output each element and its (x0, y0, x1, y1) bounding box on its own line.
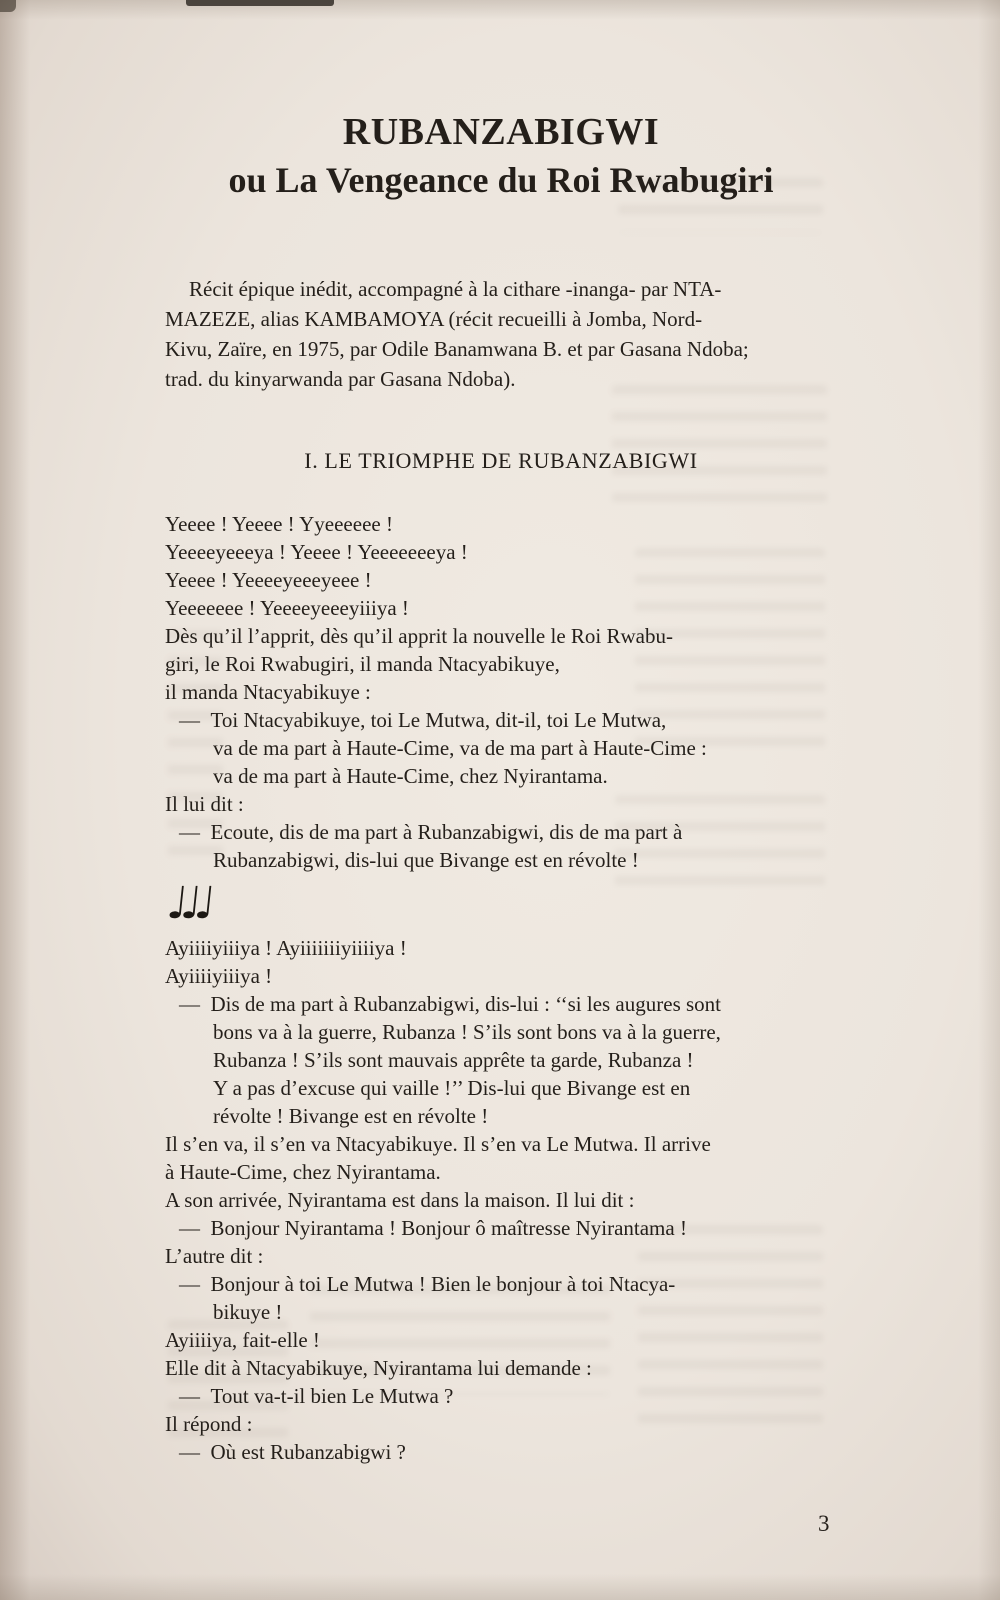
text-line: Il répond : (165, 1412, 253, 1436)
music-notes-row (164, 876, 837, 934)
text-line: A son arrivée, Nyirantama est dans la maison. Il lui dit : (165, 1188, 635, 1212)
text-line: bons va à la guerre, Rubanza ! S’ils sont bons va à la guerre, (213, 1020, 721, 1044)
text-line: il manda Ntacyabikuye : (165, 680, 371, 704)
text-line: Y a pas d’excuse qui vaille !’’ Dis-lui que Bivange est en (213, 1076, 691, 1100)
text-line: — Toi Ntacyabikuye, toi Le Mutwa, dit-il, toi Le Mutwa, (179, 708, 667, 732)
page-edge-shadow-top (0, 0, 1000, 20)
text-line: giri, le Roi Rwabugiri, il manda Ntacyabikuye, (165, 652, 560, 676)
book-title (165, 108, 837, 204)
page-number: 3 (818, 1511, 830, 1536)
text-line: — Tout va-t-il bien Le Mutwa ? (179, 1384, 454, 1408)
text-line: révolte ! Bivange est en révolte ! (213, 1104, 489, 1128)
text-line: Kivu, Zaïre, en 1975, par Odile Banamwana B. et par Gasana Ndoba; (165, 337, 749, 361)
text-line: MAZEZE, alias KAMBAMOYA (récit recueilli à Jomba, Nord- (165, 307, 703, 331)
text-line: Récit épique inédit, accompagné à la cithare -inanga- par NTA- (189, 277, 722, 301)
text-line: Yeeee ! Yeeeeyeeeyeee ! (165, 568, 372, 592)
page-edge-shadow-right (978, 0, 1000, 1600)
text-line: — Bonjour à toi Le Mutwa ! Bien le bonjour à toi Ntacya- (179, 1272, 676, 1296)
text-line: L’autre dit : (165, 1244, 264, 1268)
scan-artifact-top-edge (186, 0, 334, 6)
text-line: Ayiiiiyiiiya ! Ayiiiiiiiyiiiiya ! (165, 936, 407, 960)
section-heading: I. LE TRIOMPHE DE RUBANZABIGWI (304, 448, 698, 473)
text-line: Dès qu’il l’apprit, dès qu’il apprit la nouvelle le Roi Rwabu- (165, 624, 673, 648)
title-line-1: RUBANZABIGWI (342, 111, 660, 153)
text-line: — Où est Rubanzabigwi ? (179, 1440, 406, 1464)
introduction-note (165, 274, 837, 394)
text-line: trad. du kinyarwanda par Gasana Ndoba). (165, 367, 516, 391)
text-line: Yeeee ! Yeeee ! Yyeeeeee ! (165, 512, 393, 536)
text-line: — Bonjour Nyirantama ! Bonjour ô maîtresse Nyirantama ! (179, 1216, 687, 1240)
text-line: bikuye ! (213, 1300, 283, 1324)
text-line: va de ma part à Haute-Cime, va de ma part à Haute-Cime : (213, 736, 707, 760)
text-line: Rubanzabigwi, dis-lui que Bivange est en révolte ! (213, 848, 639, 872)
scan-artifact-corner (0, 0, 16, 12)
text-line: Rubanza ! S’ils sont mauvais apprête ta garde, Rubanza ! (213, 1048, 694, 1072)
text-line: Il lui dit : (165, 792, 244, 816)
page-edge-shadow-left (0, 0, 30, 1600)
quarter-notes-icon: ♩♩♩ (164, 878, 211, 929)
text-line: va de ma part à Haute-Cime, chez Nyirantama. (213, 764, 608, 788)
text-line: Il s’en va, il s’en va Ntacyabikuye. Il s’en va Le Mutwa. Il arrive (165, 1132, 711, 1156)
text-line: à Haute-Cime, chez Nyirantama. (165, 1160, 441, 1184)
title-line-2: ou La Vengeance du Roi Rwabugiri (228, 160, 774, 200)
text-line: — Dis de ma part à Rubanzabigwi, dis-lui : ‘‘si les augures sont (179, 992, 722, 1016)
page-content (165, 108, 837, 1466)
text-line: Yeeeeeee ! Yeeeeyeeeyiiiya ! (165, 596, 409, 620)
text-line: Ayiiiiyiiiya ! (165, 964, 273, 988)
poem-body (165, 510, 837, 1466)
text-line: Yeeeeyeeeya ! Yeeee ! Yeeeeeeeya ! (165, 540, 468, 564)
text-line: Elle dit à Ntacyabikuye, Nyirantama lui demande : (165, 1356, 592, 1380)
page-edge-shadow-bottom (0, 1574, 1000, 1600)
text-line: Ayiiiiya, fait-elle ! (165, 1328, 320, 1352)
text-line: — Ecoute, dis de ma part à Rubanzabigwi, dis de ma part à (179, 820, 683, 844)
